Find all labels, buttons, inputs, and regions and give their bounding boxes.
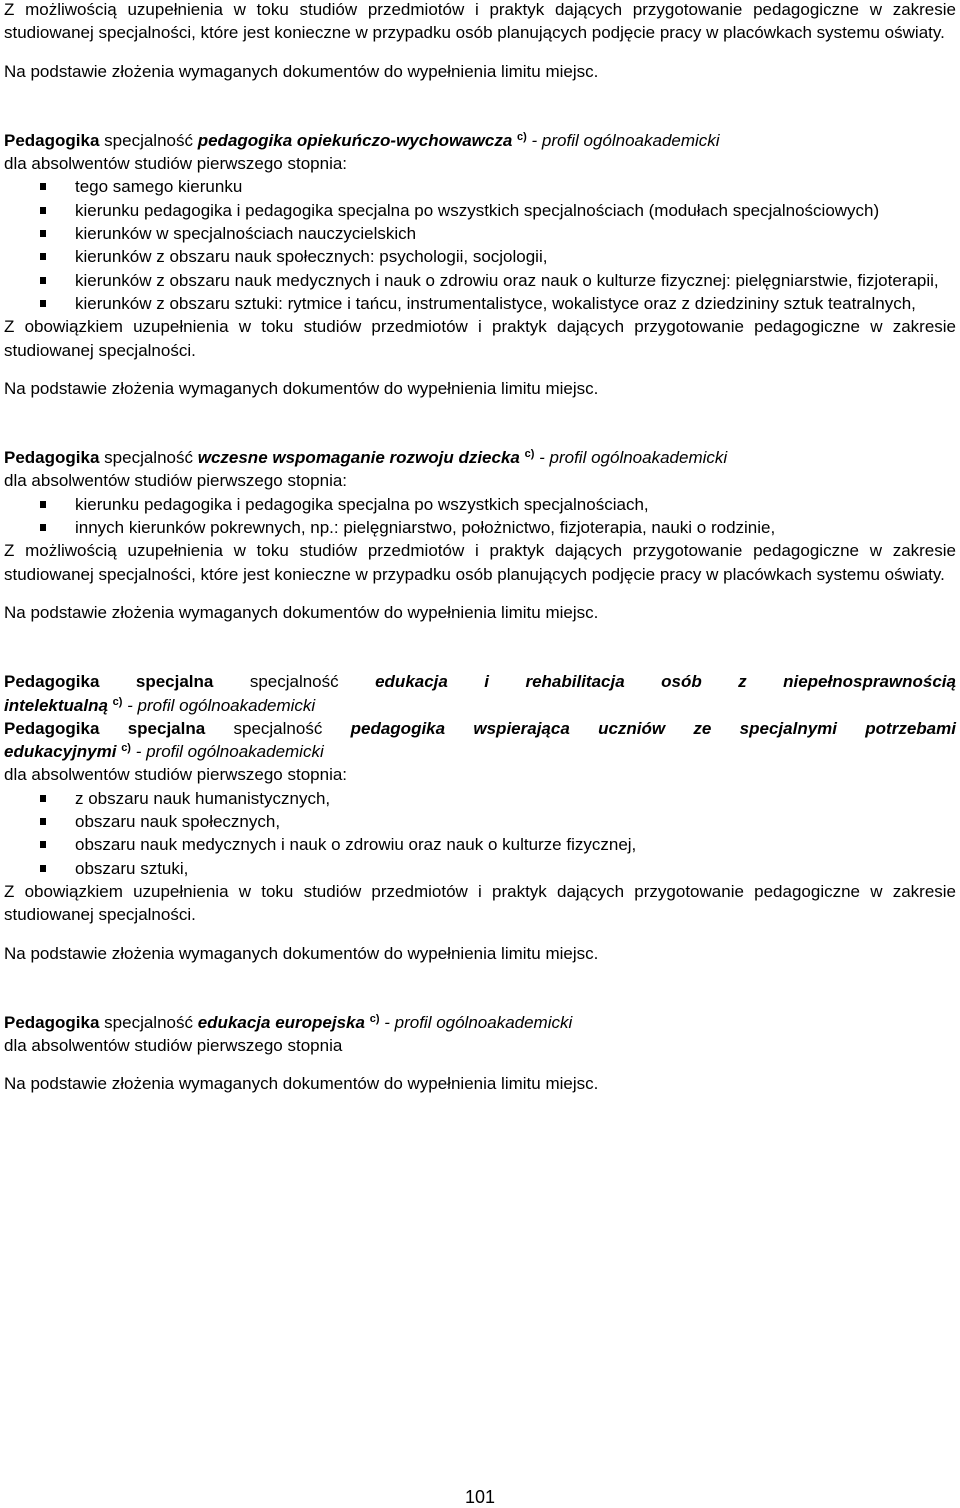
limit-note: Na podstawie złożenia wymaganych dokumentów do wypełnienia limitu miejsc. — [4, 1074, 599, 1094]
specialty-name: edukacja europejska — [197, 1012, 365, 1032]
profile-label: - profil ogólnoakademicki — [127, 695, 316, 715]
obligation-text: Z możliwością uzupełnienia w toku studiów przedmiotów i praktyk dających przygotowanie pedagogiczne w zakresie studiowanej specjalności, które jest konieczne w przypadku osób planujących podjęcie pracy w placówkach systemu oświaty. — [4, 541, 956, 584]
list-item: kierunków z obszaru nauk medycznych i nauk o zdrowiu oraz nauk o kulturze fizycznej: pielęgniarstwie, fizjoterapii, — [4, 269, 956, 292]
bullet-icon — [40, 818, 46, 825]
page-number: 101 — [464, 1487, 496, 1507]
list-item: kierunku pedagogika i pedagogika specjalna po wszystkich specjalnościach, — [4, 493, 956, 516]
footnote-marker: c) — [369, 1012, 380, 1025]
section-heading-cont — [4, 694, 956, 717]
profile-label: - profil ogólnoakademicki — [531, 130, 720, 150]
profile-label: - profil ogólnoakademicki — [135, 742, 324, 762]
specialty-name-cont: intelektualną — [4, 695, 108, 715]
section-heading — [4, 1011, 956, 1034]
bullet-icon — [40, 230, 46, 237]
bullet-icon — [40, 841, 46, 848]
specialty-name: pedagogika opiekuńczo-wychowawcza — [197, 130, 513, 150]
field-name: Pedagogika specjalna — [4, 718, 206, 738]
eligibility-label: dla absolwentów studiów pierwszego stopnia: — [4, 471, 348, 491]
eligibility-label: dla absolwentów studiów pierwszego stopnia: — [4, 765, 348, 785]
footnote-marker: c) — [112, 695, 123, 708]
section-heading — [4, 129, 956, 152]
limit-note: Na podstawie złożenia wymaganych dokumentów do wypełnienia limitu miejsc. — [4, 378, 599, 398]
list-item: kierunku pedagogika i pedagogika specjalna po wszystkich specjalnościach (modułach specjalnościowych) — [4, 199, 956, 222]
limit-note: Na podstawie złożenia wymaganych dokumentów do wypełnienia limitu miejsc. — [4, 602, 599, 622]
section-heading — [4, 446, 956, 469]
profile-label: - profil ogólnoakademicki — [539, 448, 728, 468]
eligibility-label: dla absolwentów studiów pierwszego stopnia: — [4, 154, 348, 174]
field-name: Pedagogika — [4, 1012, 100, 1032]
specialty-name-cont: edukacyjnymi — [4, 742, 117, 762]
list-item: z obszaru nauk humanistycznych, — [4, 787, 956, 810]
list-item: obszaru nauk medycznych i nauk o zdrowiu oraz nauk o kulturze fizycznej, — [4, 833, 956, 856]
list-item: kierunków w specjalnościach nauczycielskich — [4, 222, 956, 245]
section-heading — [4, 670, 956, 693]
limit-note: Na podstawie złożenia wymaganych dokumentów do wypełnienia limitu miejsc. — [4, 943, 599, 963]
section-heading-cont — [4, 740, 956, 763]
spec-word: specjalność — [104, 1012, 193, 1032]
bullet-icon — [40, 277, 46, 284]
intro-note: Na podstawie złożenia wymaganych dokumentów do wypełnienia limitu miejsc. — [4, 61, 599, 81]
list-item: innych kierunków pokrewnych, np.: pielęgniarstwo, położnictwo, fizjoterapia, nauki o rodzinie, — [4, 516, 956, 539]
spec-word: specjalność — [233, 718, 323, 738]
obligation-text: Z obowiązkiem uzupełnienia w toku studiów przedmiotów i praktyk dających przygotowanie pedagogiczne w zakresie studiowanej specjalności. — [4, 317, 956, 360]
spec-word: specjalność — [104, 448, 193, 468]
bullet-icon — [40, 795, 46, 802]
footnote-marker: c) — [121, 742, 131, 755]
bullet-icon — [40, 524, 46, 531]
bullet-icon — [40, 300, 46, 307]
specialty-name: wczesne wspomaganie rozwoju dziecka — [197, 448, 520, 468]
eligibility-list — [4, 493, 956, 540]
bullet-icon — [40, 207, 46, 214]
eligibility-list — [4, 787, 956, 880]
field-name: Pedagogika — [4, 130, 100, 150]
footnote-marker: c) — [517, 130, 527, 143]
profile-label: - profil ogólnoakademicki — [384, 1012, 573, 1032]
specialty-name: pedagogika wspierająca uczniów ze specjalnymi potrzebami — [350, 718, 956, 738]
document-page — [4, 0, 956, 1096]
section-heading — [4, 717, 956, 740]
specialty-name: edukacja i rehabilitacja osób z niepełnosprawnością — [375, 672, 956, 692]
field-name: Pedagogika — [4, 448, 100, 468]
list-item: obszaru sztuki, — [4, 857, 956, 880]
obligation-text: Z obowiązkiem uzupełnienia w toku studiów przedmiotów i praktyk dających przygotowanie pedagogiczne w zakresie studiowanej specjalności. — [4, 881, 956, 925]
list-item: tego samego kierunku — [4, 175, 956, 198]
list-item: kierunków z obszaru sztuki: rytmice i tańcu, instrumentalistyce, wokalistyce oraz z dziedzininy sztuk teatralnych, — [4, 292, 956, 315]
field-name: Pedagogika specjalna — [4, 672, 214, 692]
intro-paragraph: Z możliwością uzupełnienia w toku studiów przedmiotów i praktyk dających przygotowanie pedagogiczne w zakresie studiowanej specjalności, które jest konieczne w przypadku osób planujących podjęcie pracy w placówkach systemu oświaty. — [4, 0, 956, 43]
bullet-icon — [40, 253, 46, 260]
footnote-marker: c) — [524, 448, 535, 461]
spec-word: specjalność — [249, 672, 339, 692]
bullet-icon — [40, 865, 46, 872]
bullet-icon — [40, 501, 46, 508]
list-item: obszaru nauk społecznych, — [4, 810, 956, 833]
eligibility-list — [4, 175, 956, 315]
spec-word: specjalność — [104, 130, 193, 150]
list-item: kierunków z obszaru nauk społecznych: psychologii, socjologii, — [4, 245, 956, 268]
bullet-icon — [40, 183, 46, 190]
eligibility-label: dla absolwentów studiów pierwszego stopnia — [4, 1036, 343, 1056]
